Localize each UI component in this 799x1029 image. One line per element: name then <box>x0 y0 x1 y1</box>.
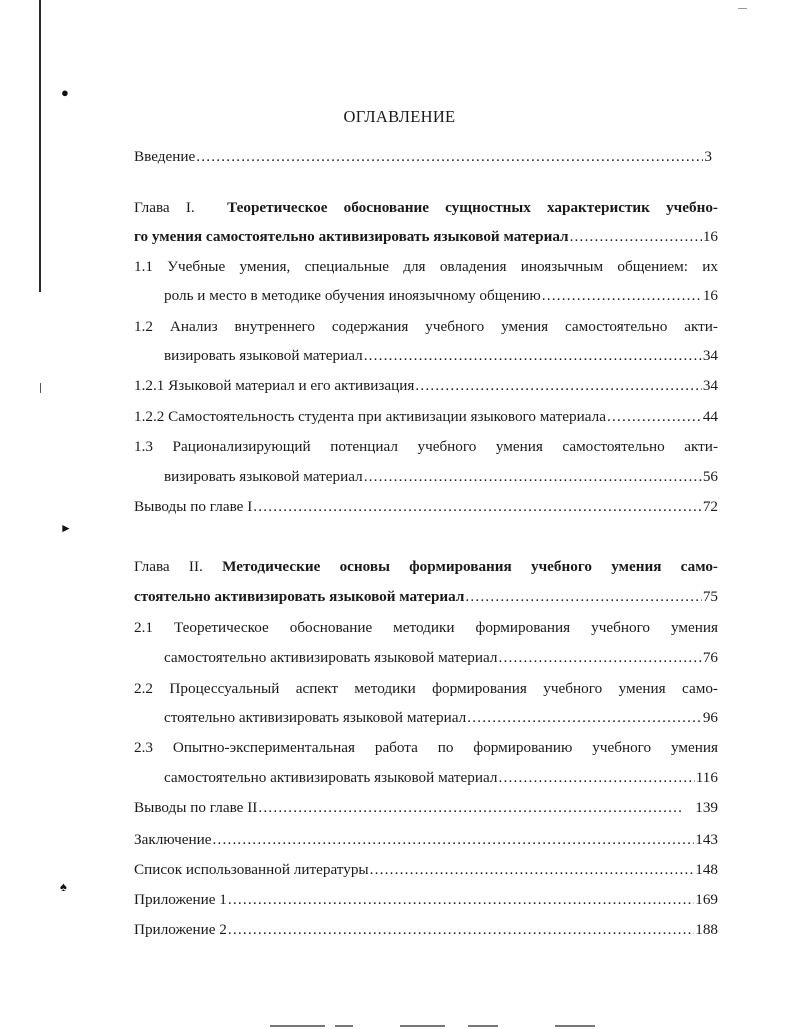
toc-appendix-1: Приложение 1 ..... 169 <box>134 889 718 911</box>
toc-section-1-1-cont: роль и место в методике обучения иноязычному общению ..... 16 <box>164 285 718 307</box>
punch-hole-mark: ♠ <box>60 879 67 894</box>
dot-leader <box>607 406 702 428</box>
dot-leader <box>542 285 702 307</box>
toc-section-2-1: 2.1 Теоретическое обоснование методики формирования учебного умения <box>134 619 718 636</box>
dot-leader <box>228 889 694 911</box>
toc-section-1-1: 1.1 Учебные умения, специальные для овладения иноязычным общением: их <box>134 258 718 275</box>
scan-margin-tick <box>40 383 41 393</box>
toc-section-1-3: 1.3 Рационализирующий потенциал учебного умения самостоятельно акти- <box>134 438 718 455</box>
scan-margin-line <box>39 0 41 292</box>
dot-leader <box>258 797 682 819</box>
dot-leader <box>498 647 701 669</box>
dot-leader <box>364 466 702 488</box>
page-number: 143 <box>695 831 718 848</box>
scan-noise <box>468 1025 498 1027</box>
scan-noise <box>335 1025 353 1027</box>
toc-section-2-2: 2.2 Процессуальный аспект методики формирования учебного умения само- <box>134 680 718 697</box>
punch-hole-mark: ● <box>61 85 69 100</box>
dot-leader <box>467 707 702 729</box>
dot-leader <box>228 919 694 941</box>
page-number: 3 <box>704 148 712 165</box>
dot-leader <box>465 586 701 608</box>
dot-leader <box>196 146 703 168</box>
dot-leader <box>364 345 702 367</box>
toc-appendix-2: Приложение 2 ..... 188 <box>134 919 718 941</box>
page-number: 76 <box>702 649 718 666</box>
toc-section-2-3: 2.3 Опытно-экспериментальная работа по формированию учебного умения <box>134 739 718 756</box>
toc-bibliography: Список использованной литературы ..... 148 <box>134 859 718 881</box>
page-number: 169 <box>695 891 718 908</box>
page-number: 188 <box>695 921 718 938</box>
chapter-1-heading: Глава I. Теоретическое обоснование сущностных характеристик учебно- <box>134 199 718 216</box>
page-number: 56 <box>702 468 718 485</box>
punch-hole-mark: ► <box>60 521 72 535</box>
toc-chapter-1-conclusions: Выводы по главе I ..... 72 <box>134 496 718 518</box>
scan-noise <box>400 1025 445 1027</box>
toc-section-1-2-2: 1.2.2 Самостоятельность студента при активизации языкового материала ..... 44 <box>134 406 718 428</box>
toc-section-2-1-cont: самостоятельно активизировать языковой материал ..... 76 <box>164 647 718 669</box>
toc-section-2-3-cont: самостоятельно активизировать языковой материал ..... 116 <box>164 767 718 789</box>
page-number: 34 <box>702 377 718 394</box>
page-number: 16 <box>702 228 718 245</box>
page-number: 148 <box>695 861 718 878</box>
dot-leader <box>370 859 695 881</box>
page-number: 75 <box>702 588 718 605</box>
toc-section-1-2-1: 1.2.1 Языковой материал и его активизация ..... 34 <box>134 375 718 397</box>
toc-chapter-2-conclusions: Выводы по главе II ..... 139 <box>134 797 718 819</box>
page-number: 96 <box>702 709 718 726</box>
page-number: 44 <box>702 408 718 425</box>
toc-entry-intro: Введение ..... 3 <box>134 146 718 168</box>
dot-leader <box>498 767 694 789</box>
page-number: 139 <box>695 799 718 816</box>
page-number: 34 <box>702 347 718 364</box>
chapter-2-heading: Глава II. Методические основы формирования учебного умения само- <box>134 558 718 575</box>
toc-section-1-3-cont: визировать языковой материал ..... 56 <box>164 466 718 488</box>
toc-section-1-2-cont: визировать языковой материал ..... 34 <box>164 345 718 367</box>
page-title: ОГЛАВЛЕНИЕ <box>343 107 456 126</box>
scan-noise <box>555 1025 595 1027</box>
page-number: 16 <box>702 287 718 304</box>
toc-conclusion: Заключение ..... 143 <box>134 829 718 851</box>
toc-section-1-2: 1.2 Анализ внутреннего содержания учебного умения самостоятельно акти- <box>134 318 718 335</box>
chapter-1-heading-cont: го умения самостоятельно активизировать языковой материал ..... 16 <box>134 226 718 248</box>
dot-leader <box>570 226 702 248</box>
toc-section-2-2-cont: стоятельно активизировать языковой материал ..... 96 <box>164 707 718 729</box>
page-number: 116 <box>695 769 718 786</box>
scan-noise <box>270 1025 325 1027</box>
chapter-2-heading-cont: стоятельно активизировать языковой материал ..... 75 <box>134 586 718 608</box>
scan-corner-dash <box>738 8 747 9</box>
dot-leader <box>212 829 694 851</box>
page-number: 72 <box>702 498 718 515</box>
dot-leader <box>253 496 702 518</box>
dot-leader <box>415 375 701 397</box>
